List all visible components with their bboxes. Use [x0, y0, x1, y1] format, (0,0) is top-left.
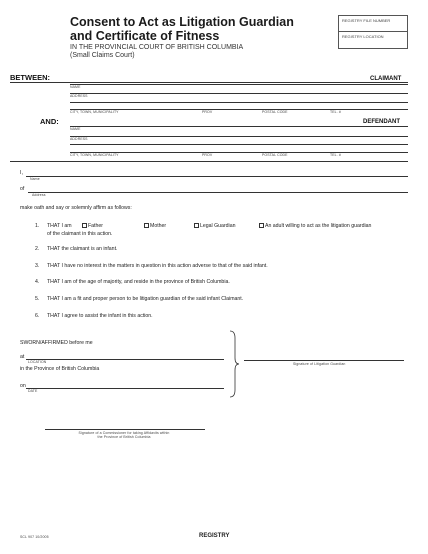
- option-adult[interactable]: [259, 223, 371, 230]
- defendant-city-line[interactable]: [70, 152, 408, 153]
- and-label: AND:: [40, 117, 59, 126]
- item-3-number: 3.: [35, 263, 40, 269]
- commissioner-label-line2: the Province of British Columbia: [97, 435, 151, 439]
- item-3-text: THAT I have no interest in the matters in question in this action adverse to that of the said infant.: [47, 263, 268, 269]
- claimant-postal-label: POSTAL CODE: [262, 110, 288, 114]
- commissioner-signature-line[interactable]: [45, 429, 205, 430]
- registry-file-number-label: REGISTRY FILE NUMBER: [342, 18, 391, 23]
- claimant-address-line[interactable]: [70, 93, 408, 94]
- claimant-tel-label: TEL. #: [330, 110, 341, 114]
- divider: [10, 161, 408, 162]
- item-2-number: 2.: [35, 246, 40, 252]
- registry-file-number-field[interactable]: [338, 15, 408, 32]
- divider: [10, 82, 408, 83]
- i-label: I,: [20, 170, 23, 176]
- between-label: BETWEEN:: [10, 73, 50, 82]
- of-label: of: [20, 186, 25, 192]
- location-line[interactable]: [26, 359, 224, 360]
- guardian-signature-line[interactable]: [244, 360, 404, 361]
- oath-text: make oath and say or solemnly affirm as follows:: [20, 205, 132, 211]
- item-6-text: THAT I agree to assist the infant in this action.: [47, 313, 153, 319]
- form-code: SCL 907 10/2005: [20, 535, 49, 539]
- affirmant-address-label: Address: [32, 193, 46, 197]
- item-1-text: THAT I am: [47, 223, 72, 229]
- claimant-prov-label: PROV: [202, 110, 213, 114]
- right-brace-icon: [228, 330, 240, 398]
- claimant-name-label: NAME: [70, 85, 81, 89]
- form-title-line1: Consent to Act as Litigation Guardian: [70, 15, 294, 29]
- date-label: DATE: [28, 389, 38, 393]
- defendant-tel-label: TEL. #: [330, 153, 341, 157]
- father-label: Father: [88, 223, 103, 229]
- item-6-number: 6.: [35, 313, 40, 319]
- adult-checkbox[interactable]: [259, 223, 264, 228]
- defendant-prov-label: PROV: [202, 153, 213, 157]
- date-line[interactable]: [26, 388, 224, 389]
- item-2-text: THAT the claimant is an infant.: [47, 246, 118, 252]
- divider: [70, 126, 408, 127]
- father-checkbox[interactable]: [82, 223, 87, 228]
- affirmant-name-label: Name: [30, 177, 40, 181]
- legal-guardian-checkbox[interactable]: [194, 223, 199, 228]
- mother-checkbox[interactable]: [144, 223, 149, 228]
- item-4-number: 4.: [35, 279, 40, 285]
- affirmant-address-line[interactable]: [28, 192, 408, 193]
- item-4-text: THAT I am of the age of majority, and reside in the province of British Columbia.: [47, 279, 230, 285]
- province-text: in the Province of British Columbia: [20, 366, 100, 372]
- affirmant-name-line[interactable]: [26, 176, 408, 177]
- item-5-number: 5.: [35, 296, 40, 302]
- claimant-label: CLAIMANT: [370, 76, 402, 82]
- commissioner-label-line1: Signature of a Commissioner for taking Affidavits within: [78, 431, 170, 435]
- defendant-name-line[interactable]: [70, 136, 408, 137]
- registry-location-field[interactable]: [338, 32, 408, 49]
- legal-guardian-label: Legal Guardian: [200, 223, 236, 229]
- court-name: IN THE PROVINCIAL COURT OF BRITISH COLUMBIA: [70, 44, 244, 51]
- sworn-text: SWORN/AFFIRMED before me: [20, 340, 93, 346]
- on-label: on: [20, 383, 26, 389]
- form-title-line2: and Certificate of Fitness: [70, 29, 220, 43]
- defendant-address-line[interactable]: [70, 144, 408, 145]
- small-claims-label: (Small Claims Court): [70, 52, 135, 59]
- defendant-address-label: ADDRESS: [70, 137, 88, 141]
- claimant-city-line[interactable]: [70, 109, 408, 110]
- registry-location-label: REGISTRY LOCATION: [342, 34, 384, 39]
- claimant-address-line-2[interactable]: [70, 102, 408, 103]
- claimant-name-line[interactable]: [70, 84, 408, 85]
- defendant-name-label: NAME: [70, 127, 81, 131]
- defendant-label: DEFENDANT: [363, 119, 400, 125]
- item-5-text: THAT I am a fit and proper person to be litigation guardian of the said infant Claimant.: [47, 296, 244, 302]
- defendant-city-label: CITY, TOWN, MUNICIPALITY: [70, 153, 119, 157]
- option-legal-guardian[interactable]: [194, 223, 235, 230]
- item-1-number: 1.: [35, 223, 40, 229]
- claimant-address-label: ADDRESS: [70, 94, 88, 98]
- claimant-city-label: CITY, TOWN, MUNICIPALITY: [70, 110, 119, 114]
- at-label: at: [20, 354, 25, 360]
- mother-label: Mother: [150, 223, 167, 229]
- item-1-continuation: of the claimant in this action.: [47, 231, 113, 237]
- location-label: LOCATION: [28, 360, 47, 364]
- adult-label: An adult willing to act as the litigation guardian: [265, 223, 372, 229]
- defendant-postal-label: POSTAL CODE: [262, 153, 288, 157]
- option-father[interactable]: [82, 223, 103, 230]
- registry-footer-label: REGISTRY: [199, 533, 230, 539]
- option-mother[interactable]: [144, 223, 166, 230]
- guardian-signature-label: Signature of Litigation Guardian: [293, 362, 346, 366]
